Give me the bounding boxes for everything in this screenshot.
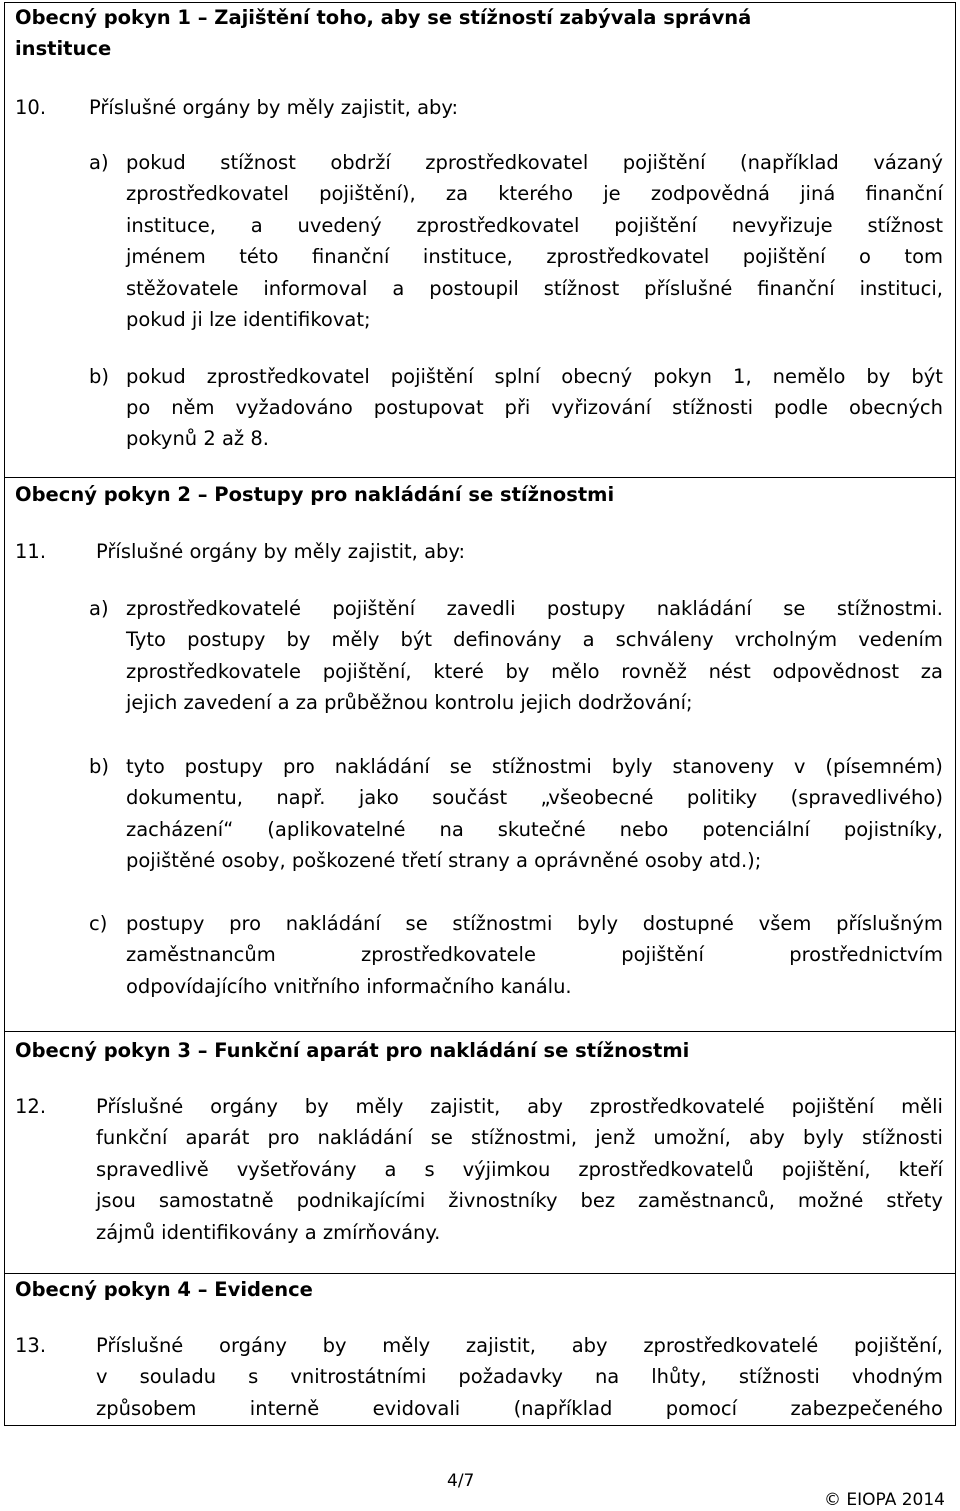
para-line: Příslušné orgány by měly zajistit, aby zprostředkovatelé pojištění měli: [96, 1095, 943, 1118]
item-line: jejich zavedení a za průběžnou kontrolu jejich dodržování;: [126, 691, 693, 714]
item-line: pokud zprostředkovatel pojištění splní obecný pokyn 1, nemělo by být: [126, 365, 943, 388]
para-line: zájmů identifikovány a zmírňovány.: [96, 1221, 441, 1244]
para-line: jsou samostatně podnikajícími živnostníky bez zaměstnanců, možné střety: [96, 1189, 943, 1212]
para-line: funkční aparát pro nakládání se stížnostmi, jenž umožní, aby byly stížnosti: [96, 1126, 943, 1149]
item-line: zaměstnancům zprostředkovatele pojištění prostřednictvím: [126, 943, 943, 966]
para-line: způsobem interně evidovali (například pomocí zabezpečeného: [96, 1397, 943, 1420]
guideline-2-heading: Obecný pokyn 2 – Postupy pro nakládání se stížnostmi: [15, 483, 615, 506]
item-line: pojištěné osoby, poškozené třetí strany a oprávněné osoby atd.);: [126, 849, 762, 872]
item-line: pokud ji lze identifikovat;: [126, 308, 371, 331]
item-line: Tyto postupy by měly být definovány a schváleny vrcholným vedením: [126, 628, 943, 651]
item-marker: a): [89, 151, 109, 174]
para-number: 13.: [15, 1334, 47, 1357]
copyright: © EIOPA 2014: [824, 1490, 946, 1510]
item-marker: a): [89, 597, 109, 620]
guideline-1-heading-cont: instituce: [15, 37, 112, 60]
item-line: zprostředkovatele pojištění, které by mělo rovněž nést odpovědnost za: [126, 660, 943, 683]
item-line: postupy pro nakládání se stížnostmi byly dostupné všem příslušným: [126, 912, 943, 935]
section-divider: [4, 1031, 956, 1032]
para-line: Příslušné orgány by měly zajistit, aby zprostředkovatelé pojištění,: [96, 1334, 943, 1357]
item-marker: c): [89, 912, 108, 935]
section-divider: [4, 1273, 956, 1274]
item-line: zprostředkovatel pojištění), za kterého je zodpovědná jiná finanční: [126, 182, 943, 205]
para-number: 11.: [15, 540, 47, 563]
para-number: 10.: [15, 96, 47, 119]
item-line: pokynů 2 až 8.: [126, 427, 269, 450]
item-line: stěžovatele informoval a postoupil stížnost příslušné finanční instituci,: [126, 277, 943, 300]
item-line: tyto postupy pro nakládání se stížnostmi byly stanoveny v (písemném): [126, 755, 943, 778]
para-line: v souladu s vnitrostátními požadavky na lhůty, stížnosti vhodným: [96, 1365, 943, 1388]
item-line: jménem této finanční instituce, zprostředkovatel pojištění o tom: [126, 245, 943, 268]
para-number: 12.: [15, 1095, 47, 1118]
item-marker: b): [89, 365, 109, 388]
para-text: Příslušné orgány by měly zajistit, aby:: [96, 540, 466, 563]
item-line: po něm vyžadováno postupovat při vyřizování stížnosti podle obecných: [126, 396, 943, 419]
guideline-3-heading: Obecný pokyn 3 – Funkční aparát pro nakládání se stížnostmi: [15, 1039, 690, 1062]
item-marker: b): [89, 755, 109, 778]
para-text: Příslušné orgány by měly zajistit, aby:: [89, 96, 459, 119]
guideline-4-heading: Obecný pokyn 4 – Evidence: [15, 1278, 313, 1301]
item-line: dokumentu, např. jako součást „všeobecné politiky (spravedlivého): [126, 786, 943, 809]
item-line: zprostředkovatelé pojištění zavedli postupy nakládání se stížnostmi.: [126, 597, 943, 620]
section-divider: [4, 477, 956, 478]
para-line: spravedlivě vyšetřovány a s výjimkou zprostředkovatelů pojištění, kteří: [96, 1158, 943, 1181]
item-line: pokud stížnost obdrží zprostředkovatel pojištění (například vázaný: [126, 151, 943, 174]
item-line: odpovídajícího vnitřního informačního kanálu.: [126, 975, 572, 998]
item-line: instituce, a uvedený zprostředkovatel pojištění nevyřizuje stížnost: [126, 214, 943, 237]
page-number: 4/7: [447, 1471, 475, 1491]
guideline-1-heading: Obecný pokyn 1 – Zajištění toho, aby se stížností zabývala správná: [15, 6, 752, 29]
item-line: zacházení“ (aplikovatelné na skutečné nebo potenciální pojistníky,: [126, 818, 943, 841]
